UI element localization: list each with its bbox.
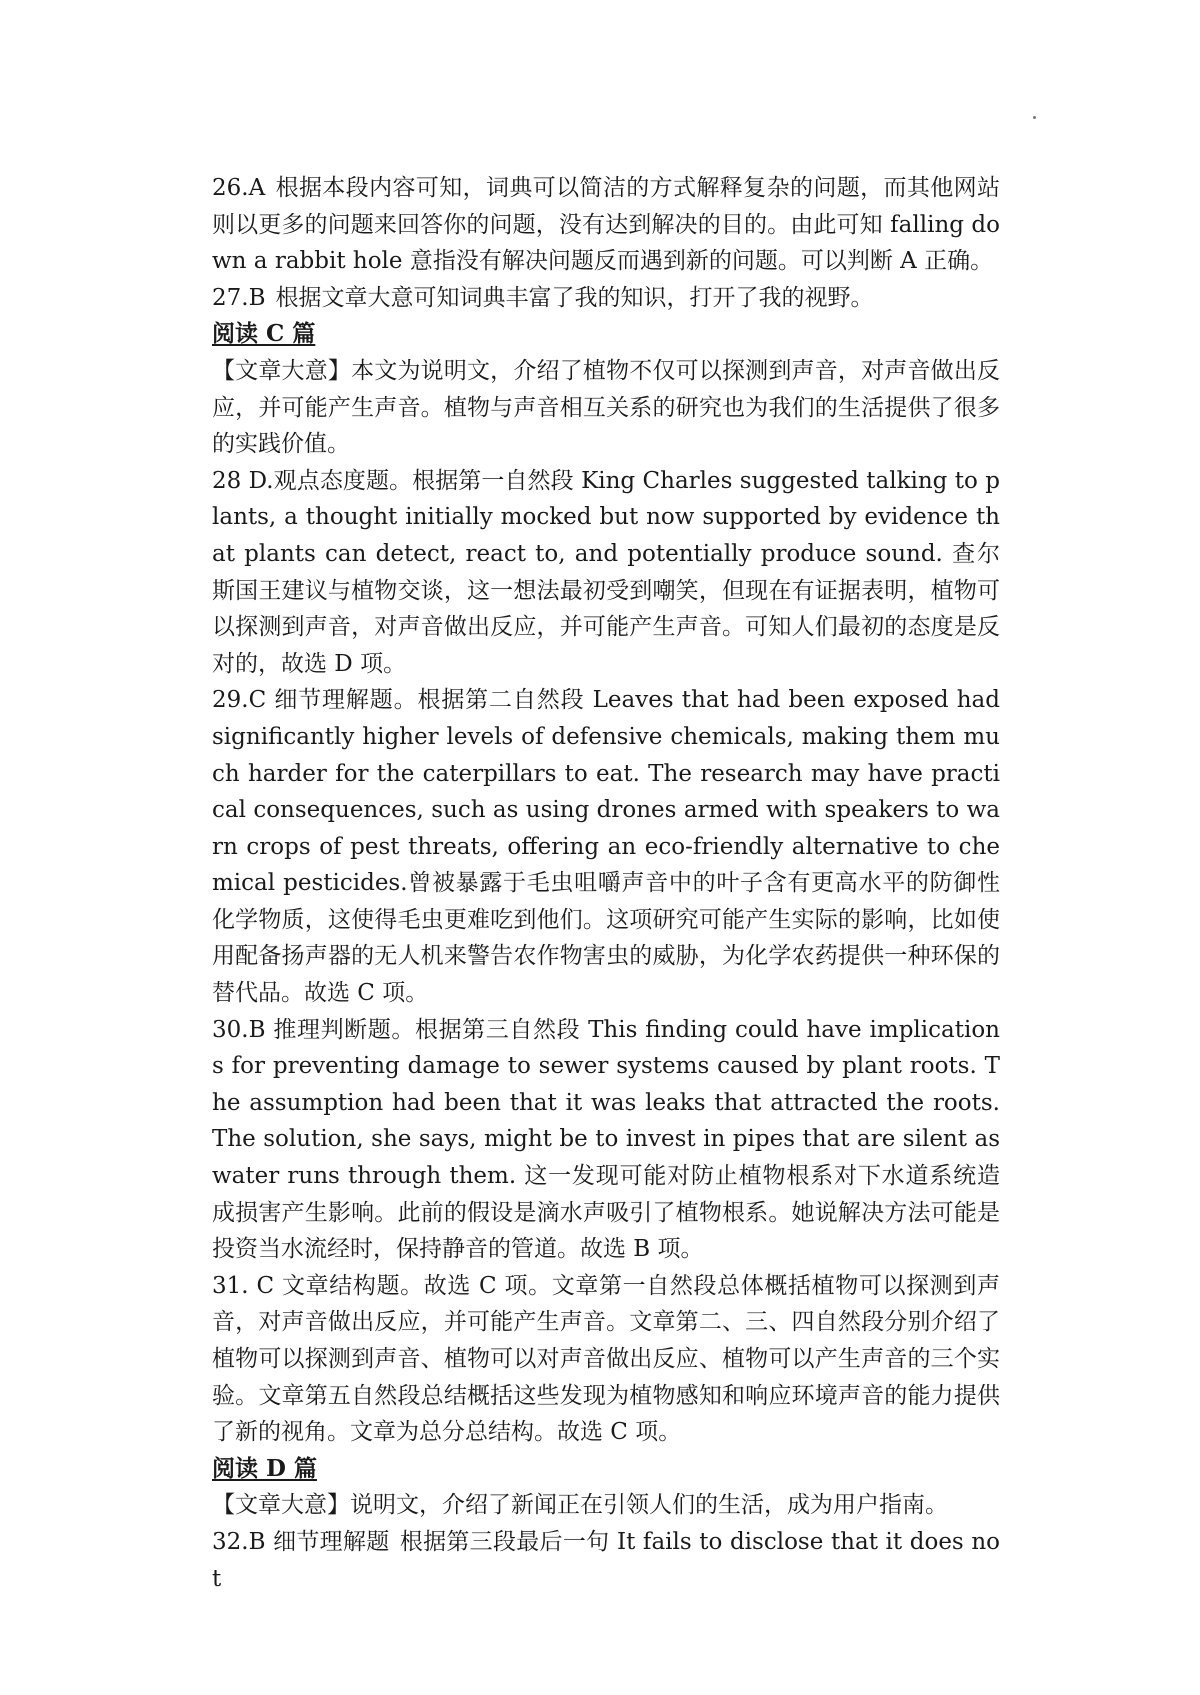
section-d-summary: 【文章大意】说明文，介绍了新闻正在引领人们的生活，成为用户指南。	[212, 1492, 948, 1519]
section-d-heading: 阅读 D 篇	[212, 1454, 317, 1482]
answer-29: 29.C 细节理解题。根据第二自然段 Leaves that had been exposed had significantly higher levels of defensive chemicals, making them much harder for the caterpillars to eat. The research may have practical consequences, such as using drones armed with speakers to warn crops of pest threats, offering an eco-friendly alternative to chemical pesticides.曾被暴露于毛虫咀嚼声音中的叶子含有更高水平的防御性化学物质，这使得毛虫更难吃到他们。这项研究可能产生实际的影响，比如使用配备扬声器的无人机来警告农作物害虫的威胁，为化学农药提供一种环保的替代品。故选 C 项。	[212, 687, 1000, 1007]
answer-28: 28 D.观点态度题。根据第一自然段 King Charles suggested talking to plants, a thought initially mocked but now supported by evidence that plants can detect, react to, and potentially produce sound. 查尔斯国王建议与植物交谈，这一想法最初受到嘲笑，但现在有证据表明，植物可以探测到声音，对声音做出反应，并可能产生声音。可知人们最初的态度是反对的，故选 D 项。	[212, 467, 1000, 677]
answer-26	[212, 170, 1000, 280]
answer-26-text: 根据本段内容可知，词典可以简洁的方式解释复杂的问题，而其他网站则以更多的问题来回答你的问题，没有达到解决的目的。由此可知 falling down a rabbit hole 意指没有解决问题反而遇到新的问题。可以判断 A 正确。	[212, 175, 1000, 275]
answer-explanation-document	[212, 170, 1000, 1597]
section-c-heading: 阅读 C 篇	[212, 320, 316, 348]
answer-32-text: 根据第三段最后一句 It fails to disclose that it does not	[212, 1528, 1000, 1592]
answer-27-text: 根据文章大意可知词典丰富了我的知识，打开了我的视野。	[275, 284, 874, 311]
answer-27	[212, 280, 1000, 317]
answer-30: 30.B 推理判断题。根据第三自然段 This finding could have implications for preventing damage to sewer systems caused by plant roots. The assumption had been that it was leaks that attracted the roots. The solution, she says, might be to invest in pipes that are silent as water runs through them. 这一发现可能对防止植物根系对下水道系统造成损害产生影响。此前的假设是滴水声吸引了植物根系。她说解决方法可能是投资当水流经时，保持静音的管道。故选 B 项。	[212, 1016, 1000, 1263]
answer-32	[212, 1524, 1000, 1597]
answer-32-number: 32.B 细节理解题	[212, 1528, 390, 1555]
answer-26-number: 26.A	[212, 175, 266, 201]
answer-31: 31. C 文章结构题。故选 C 项。文章第一自然段总体概括植物可以探测到声音，对声音做出反应，并可能产生声音。文章第二、三、四自然段分别介绍了植物可以探测到声音、植物可以对声音做出反应、植物可以产生声音的三个实验。文章第五自然段总结概括这些发现为植物感知和响应环境声音的能力提供了新的视角。文章为总分总结构。故选 C 项。	[212, 1272, 1000, 1446]
answer-27-number: 27.B	[212, 284, 266, 311]
page-dot-mark	[1033, 116, 1036, 119]
section-c-summary: 【文章大意】本文为说明文，介绍了植物不仅可以探测到声音，对声音做出反应，并可能产生声音。植物与声音相互关系的研究也为我们的生活提供了很多的实践价值。	[212, 357, 1000, 458]
